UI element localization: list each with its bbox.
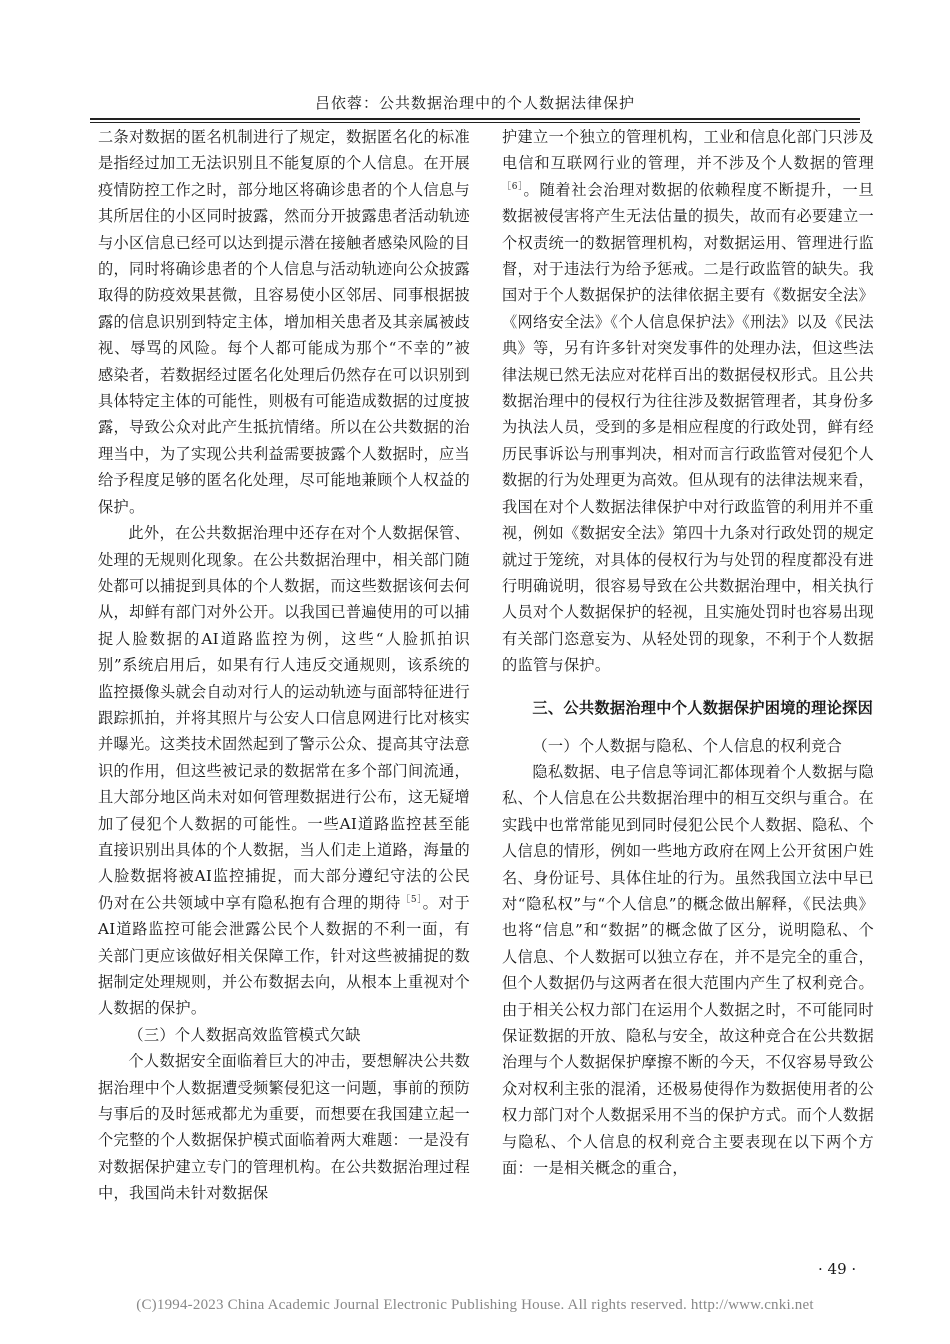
- left-paragraph-1: 二条对数据的匿名机制进行了规定，数据匿名化的标准是指经过加工无法识别且不能复原的个人信息。在开展疫情防控工作之时，部分地区将确诊患者的个人信息与其所居住的小区同时披露，然而分开披露患者活动轨迹与小区信息已经可以达到提示潜在接触者感染风险的目的，同时将确诊患者的个人信息与活动轨迹向公众披露取得的防疫效果甚微，且容易使小区邻居、同事根据披露的信息识别到特定主体，增加相关患者及其亲属被歧视、辱骂的风险。每个人都可能成为那个“不幸的”被感染者，若数据经过匿名化处理后仍然存在可以识别到具体特定主体的可能性，则极有可能造成数据的过度披露，导致公众对此产生抵抗情绪。所以在公共数据的治理当中，为了实现公共利益需要披露个人数据时，应当给予程度足够的匿名化处理，尽可能地兼顾个人权益的保护。: [98, 128, 470, 516]
- subsection-heading-3: （三）个人数据高效监管模式欠缺: [128, 1025, 361, 1044]
- header-rule-thick: [90, 118, 860, 120]
- left-column: [98, 124, 470, 1207]
- citation-ref-5: ［5］: [401, 894, 423, 905]
- left-paragraph-2: [98, 520, 470, 1022]
- subsection-heading-3-1: （一）个人数据与隐私、个人信息的权利竞合: [532, 736, 843, 755]
- running-head-title: 吕依蓉：公共数据治理中的个人数据法律保护: [314, 94, 635, 112]
- citation-ref-6: ［6］: [502, 181, 524, 192]
- left-paragraph-2-text-b: 。对于AI道路监控可能会泄露公民个人数据的不利一面，有关部门更应该做好相关保障工作，针对这些被捕捉的数据制定处理规则，并公布数据去向，从根本上重视对个人数据的保护。: [98, 893, 470, 1018]
- left-paragraph-3: 个人数据安全面临着巨大的冲击，要想解决公共数据治理中个人数据遭受频繁侵犯这一问题，事前的预防与事后的及时惩戒都尤为重要，而想要在我国建立起一个完整的个人数据保护模式面临着两大难题：一是没有对数据保护建立专门的管理机构。在公共数据治理过程中，我国尚未针对数据保: [98, 1052, 470, 1203]
- section-heading-3: 三、公共数据治理中个人数据保护困境的理论探因: [532, 698, 874, 717]
- right-column: [502, 124, 874, 1181]
- left-paragraph-2-text-a: 此外，在公共数据治理中还存在对个人数据保管、处理的无规则化现象。在公共数据治理中，相关部门随处都可以捕捉到具体的个人数据，而这些数据该何去何从，却鲜有部门对外公开。以我国已普遍使用的可以捕捉人脸数据的AI道路监控为例，这些“人脸抓拍识别”系统启用后，如果有行人违反交通规则，该系统的监控摄像头就会自动对行人的运动轨迹与面部特征进行跟踪抓拍，并将其照片与公安人口信息网进行比对核实并曝光。这类技术固然起到了警示公众、提高其守法意识的作用，但这些被记录的数据常在多个部门间流通，且大部分地区尚未对如何管理数据进行公布，这无疑增加了侵犯个人数据的可能性。一些AI道路监控甚至能直接识别出具体的个人数据，当人们走上道路，海量的人脸数据将被AI监控捕捉，而大部分遵纪守法的公民仍对在公共领域中享有隐私抱有合理的期待: [98, 524, 470, 912]
- copyright-footer: (C)1994-2023 China Academic Journal Electronic Publishing House. All rights reserved. http://www.cnki.net: [136, 1297, 814, 1313]
- right-paragraph-1-text-a: 护建立一个独立的管理机构，工业和信息化部门只涉及电信和互联网行业的管理，并不涉及个人数据的管理: [502, 128, 874, 173]
- right-paragraph-1-text-b: 。随着社会治理对数据的依赖程度不断提升，一旦数据被侵害将产生无法估量的损失，故而有必要建立一个权责统一的数据管理机构，对数据运用、管理进行监督，对于违法行为给予惩戒。二是行政监管的缺失。我国对于个人数据保护的法律依据主要有《数据安全法》《网络安全法》《个人信息保护法》《刑法》以及《民法典》等，另有许多针对突发事件的处理办法，但这些法律法规已然无法应对花样百出的数据侵权形式。且公共数据治理中的侵权行为往往涉及数据管理者，其身份多为执法人员，受到的多是相应程度的行政处罚，鲜有经历民事诉讼与刑事判决，相对而言行政监管对侵犯个人数据的行为处理更为高效。但从现有的法律法规来看，我国在对个人数据法律保护中对行政监管的利用并不重视，例如《数据安全法》第四十九条对行政处罚的规定就过于笼统，对具体的侵权行为与处罚的程度都没有进行明确说明，很容易导致在公共数据治理中，相关执行人员对个人数据保护的轻视，且实施处罚时也容易出现有关部门恣意妄为、从轻处罚的现象，不利于个人数据的监管与保护。: [502, 180, 874, 675]
- right-paragraph-1: [502, 124, 874, 679]
- right-paragraph-2: 隐私数据、电子信息等词汇都体现着个人数据与隐私、个人信息在公共数据治理中的相互交织与重合。在实践中也常常能见到同时侵犯公民个人数据、隐私、个人信息的情形，例如一些地方政府在网上公开贫困户姓名、身份证号、具体住址的行为。虽然我国立法中早已对“隐私权”与“个人信息”的概念做出解释，《民法典》也将“信息”和“数据”的概念做了区分，说明隐私、个人信息、个人数据可以独立存在，并不是完全的重合，但个人数据仍与这两者在很大范围内产生了权利竞合。由于相关公权力部门在运用个人数据之时，不可能同时保证数据的开放、隐私与安全，故这种竞合在公共数据治理与个人数据保护摩擦不断的今天，不仅容易导致公众对权利主张的混淆，还极易使得作为数据使用者的公权力部门对个人数据采用不当的保护方式。而个人数据与隐私、个人信息的权利竞合主要表现在以下两个方面：一是相关概念的重合，: [502, 762, 874, 1178]
- page-number: · 49 ·: [818, 1260, 857, 1278]
- header-rule-thin: [90, 122, 860, 123]
